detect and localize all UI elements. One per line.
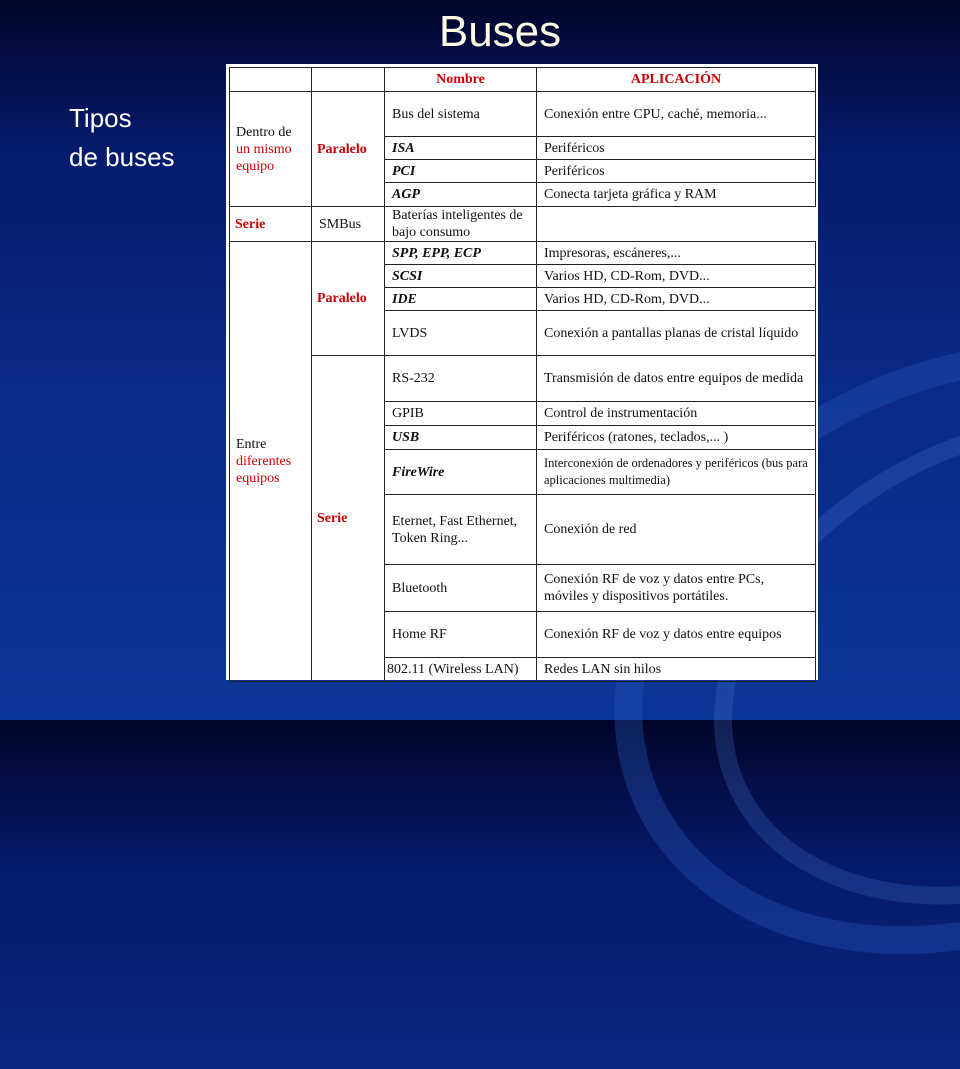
bus-name: RS-232 (385, 356, 537, 402)
group-cell-external: Entre diferentes equipos (230, 242, 312, 682)
bus-application: Periféricos (537, 160, 816, 183)
bus-application: Interconexión de ordenadores y periféricos (bus para aplicaciones multimedia) (537, 450, 816, 495)
group-cell-internal: Dentro de un mismo equipo (230, 92, 312, 207)
bus-name: SPP, EPP, ECP (385, 242, 537, 265)
bus-name: Bus del sistema (385, 92, 537, 137)
bus-name: FireWire (385, 450, 537, 495)
bus-application: Periféricos (537, 137, 816, 160)
bus-types-table (226, 64, 818, 680)
bus-name: GPIB (385, 402, 537, 426)
bus-name: USB (385, 426, 537, 450)
bus-name: ISA (385, 137, 537, 160)
table-header-row (230, 68, 816, 92)
bus-application: Redes LAN sin hilos (537, 658, 816, 682)
bus-name: 802.11 (Wireless LAN) (385, 658, 537, 682)
bus-application: Transmisión de datos entre equipos de medida (537, 356, 816, 402)
table-row (230, 356, 816, 402)
bus-application: Conexión a pantallas planas de cristal líquido (537, 311, 816, 356)
bus-name: Eternet, Fast Ethernet, Token Ring... (385, 495, 537, 565)
subgroup-paralelo: Paralelo (312, 242, 385, 356)
bus-application: Baterías inteligentes de bajo consumo (385, 207, 537, 242)
bus-name: Home RF (385, 612, 537, 658)
subgroup-paralelo: Paralelo (312, 92, 385, 207)
slide-title: Buses (438, 7, 562, 56)
bus-name: SMBus (312, 207, 385, 242)
header-nombre: Nombre (385, 68, 537, 92)
slide-subtitle (69, 99, 175, 177)
bus-application: Impresoras, escáneres,... (537, 242, 816, 265)
subgroup-serie: Serie (230, 207, 312, 242)
bus-application: Conexión RF de voz y datos entre PCs, móviles y dispositivos portátiles. (537, 565, 816, 612)
header-empty (312, 68, 385, 92)
bus-name: SCSI (385, 265, 537, 288)
subgroup-serie: Serie (312, 356, 385, 682)
subtitle-line: de buses (69, 142, 175, 172)
bus-application: Conecta tarjeta gráfica y RAM (537, 183, 816, 207)
header-aplicacion: APLICACIÓN (537, 68, 816, 92)
bus-application: Conexión RF de voz y datos entre equipos (537, 612, 816, 658)
bus-application: Control de instrumentación (537, 402, 816, 426)
bus-application: Varios HD, CD-Rom, DVD... (537, 288, 816, 311)
bus-name: AGP (385, 183, 537, 207)
bus-application: Periféricos (ratones, teclados,... ) (537, 426, 816, 450)
bus-application: Varios HD, CD-Rom, DVD... (537, 265, 816, 288)
bus-name: LVDS (385, 311, 537, 356)
bus-application: Conexión de red (537, 495, 816, 565)
bus-application: Conexión entre CPU, caché, memoria... (537, 92, 816, 137)
bus-name: Bluetooth (385, 565, 537, 612)
bus-name: PCI (385, 160, 537, 183)
subtitle-line: Tipos (69, 103, 132, 133)
table-row (230, 92, 816, 137)
table-row (230, 242, 816, 265)
header-empty (230, 68, 312, 92)
table-row (230, 207, 816, 242)
bus-name: IDE (385, 288, 537, 311)
